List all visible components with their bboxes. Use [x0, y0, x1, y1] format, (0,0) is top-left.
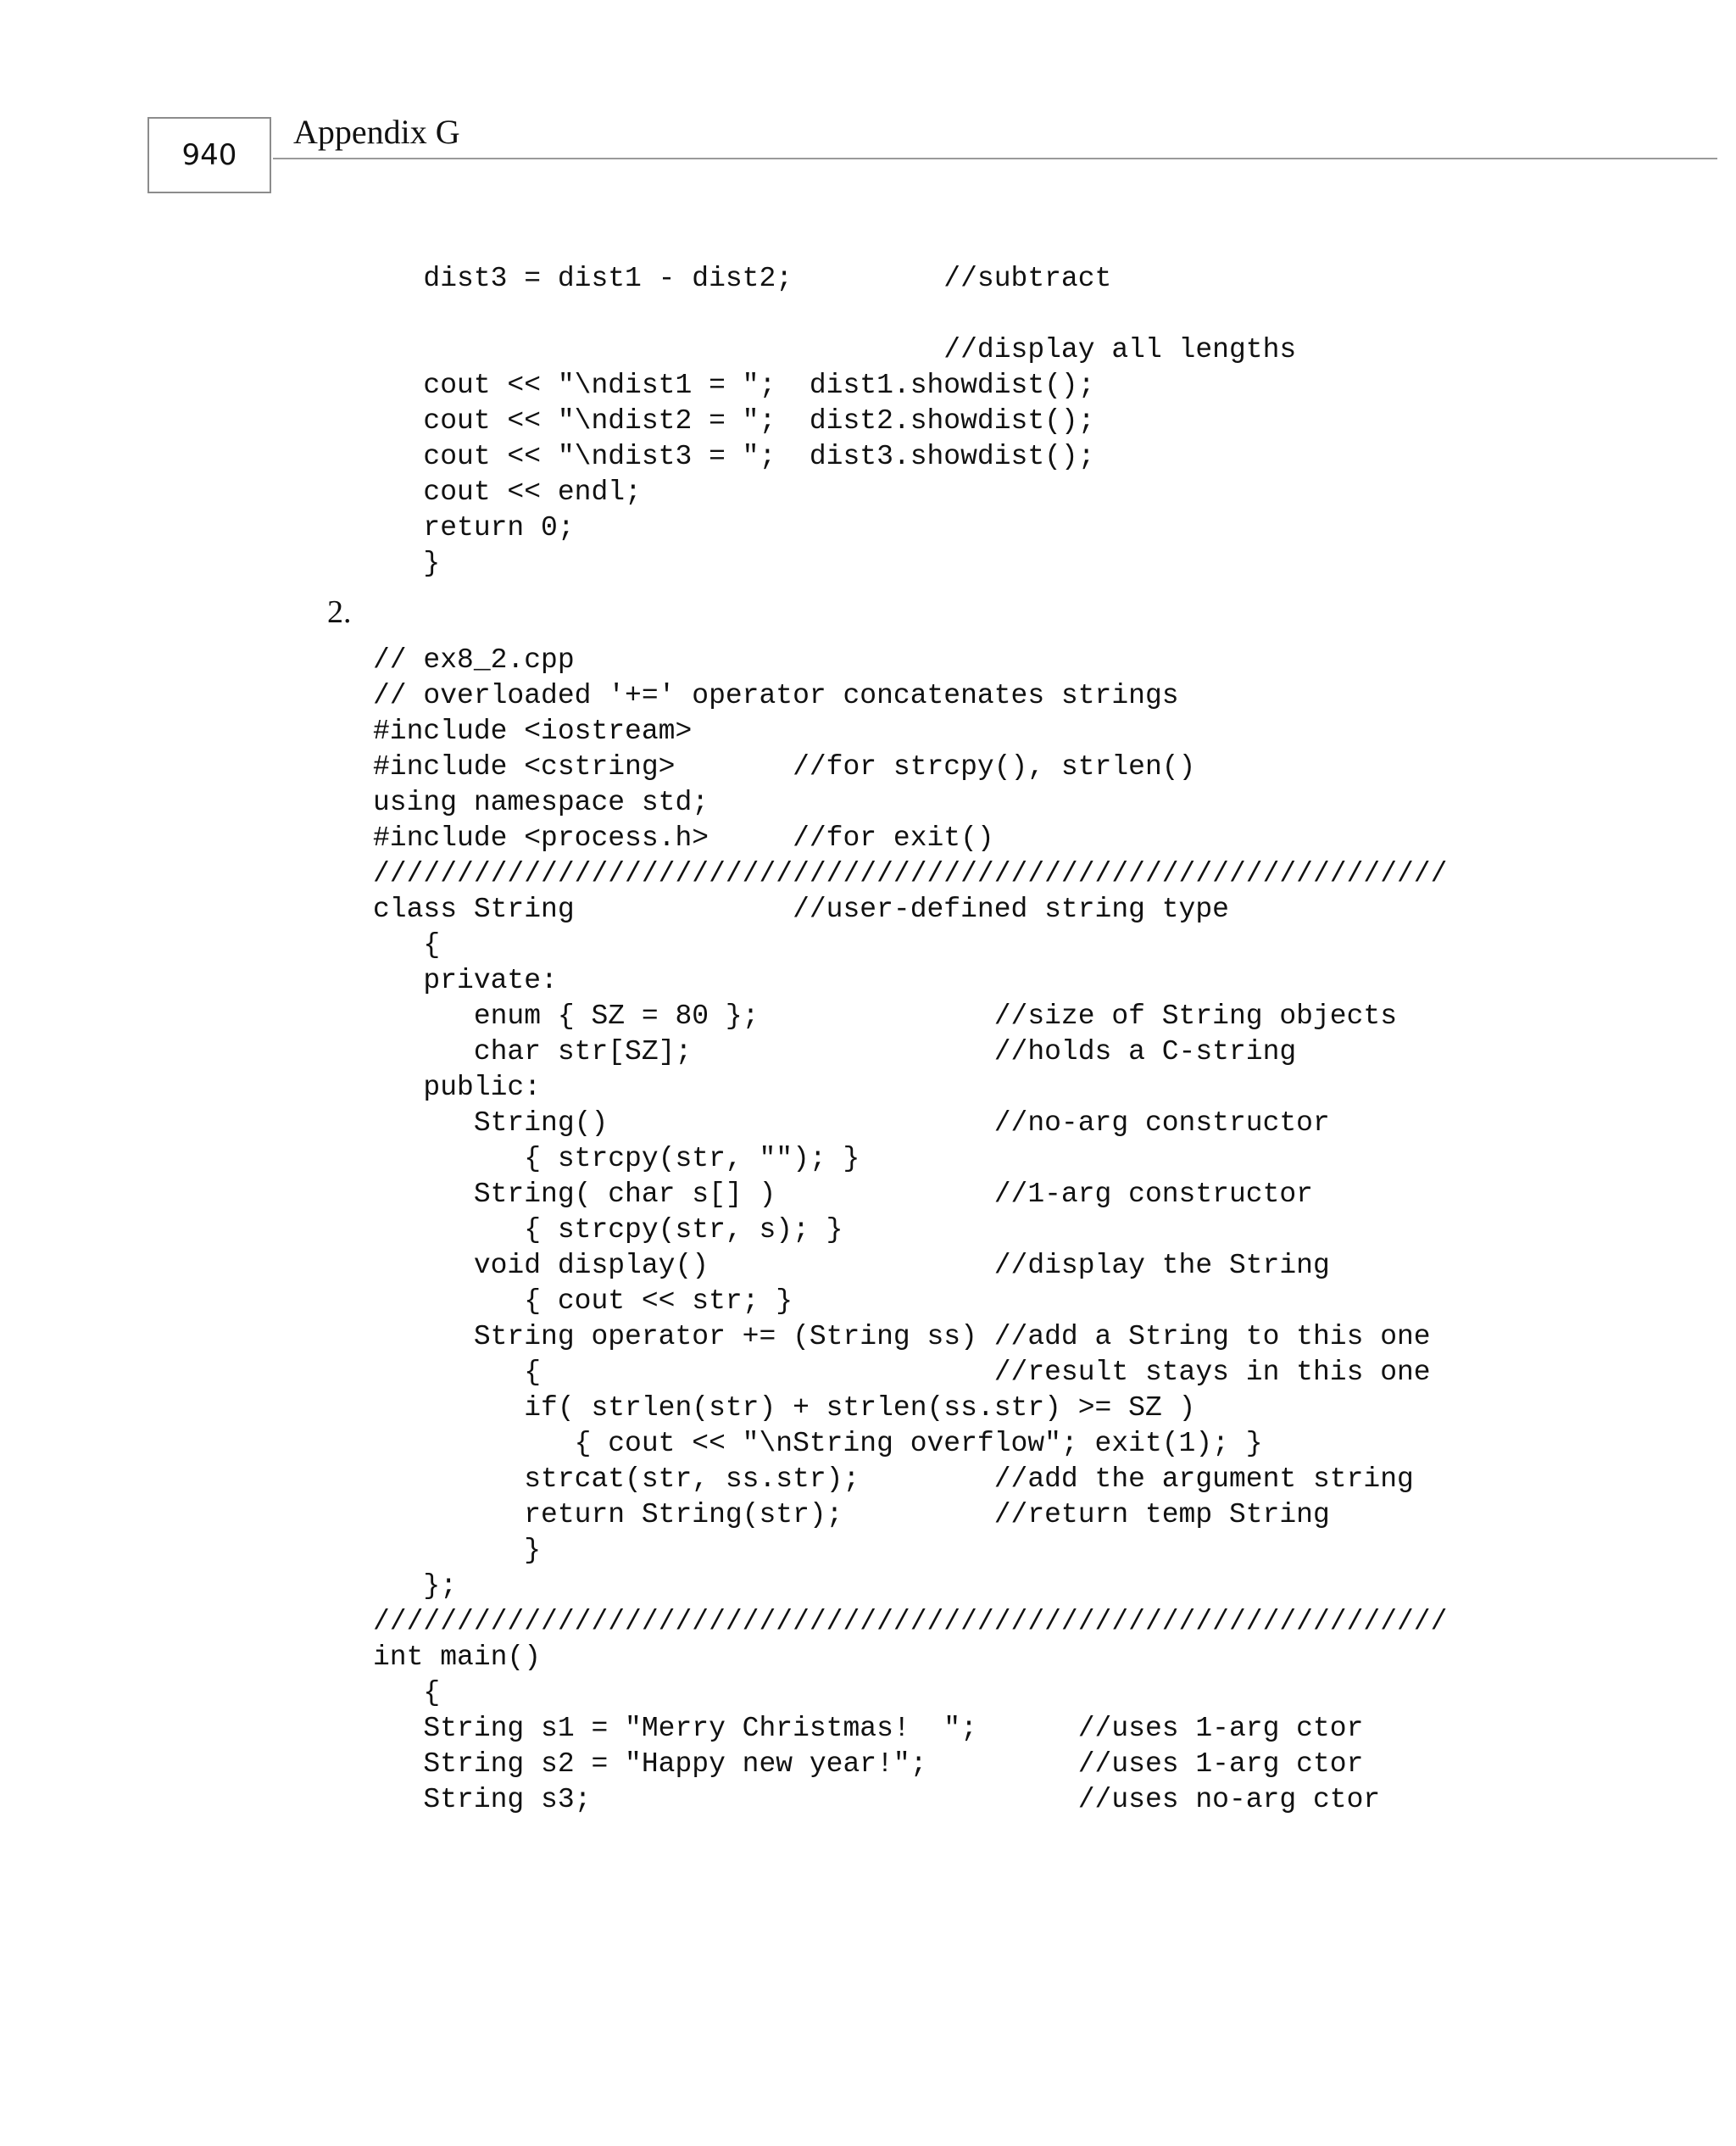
- code-line: // overloaded '+=' operator concatenates strings: [373, 680, 1179, 711]
- code-line: // ex8_2.cpp: [373, 644, 575, 676]
- code-line: }: [373, 1535, 542, 1566]
- code-line: private:: [373, 965, 558, 996]
- code-line: strcat(str, ss.str); //add the argument string: [373, 1463, 1414, 1495]
- exercise-number: 2.: [327, 594, 352, 630]
- code-line: String() //no-arg constructor: [373, 1107, 1330, 1139]
- code-listing-1: [373, 261, 1296, 582]
- code-line: { //result stays in this one: [373, 1357, 1431, 1388]
- code-line: #include <iostream>: [373, 716, 693, 747]
- code-line: [373, 297, 1296, 332]
- code-line: String( char s[] ) //1-arg constructor: [373, 1179, 1313, 1210]
- code-line: int main(): [373, 1642, 542, 1673]
- code-line: {: [373, 929, 441, 961]
- code-line: #include <process.h> //for exit(): [373, 822, 994, 854]
- code-line: void display() //display the String: [373, 1250, 1330, 1281]
- code-line: using namespace std;: [373, 787, 709, 818]
- code-line: { cout << "\nString overflow"; exit(1); }: [373, 1428, 1263, 1459]
- code-line: return 0;: [373, 512, 575, 543]
- code-line: { strcpy(str, ""); }: [373, 1143, 860, 1174]
- code-line: #include <cstring> //for strcpy(), strlen(): [373, 751, 1196, 783]
- code-line: ////////////////////////////////////////////////////////////////: [373, 858, 1448, 889]
- code-line: enum { SZ = 80 }; //size of String objects: [373, 1001, 1397, 1032]
- code-line: char str[SZ]; //holds a C-string: [373, 1036, 1297, 1067]
- code-listing-2: [373, 643, 1447, 1818]
- code-line: String operator += (String ss) //add a String to this one: [373, 1321, 1431, 1352]
- code-line: cout << "\ndist1 = "; dist1.showdist();: [373, 370, 1095, 401]
- code-line: };: [373, 1570, 458, 1602]
- code-line: }: [373, 548, 441, 579]
- chapter-title: Appendix G: [293, 113, 460, 151]
- code-line: //display all lengths: [373, 334, 1297, 365]
- code-line: {: [373, 1677, 441, 1708]
- code-line: return String(str); //return temp String: [373, 1499, 1330, 1530]
- code-line: dist3 = dist1 - dist2; //subtract: [373, 263, 1112, 294]
- code-line: { strcpy(str, s); }: [373, 1214, 843, 1246]
- code-line: cout << endl;: [373, 477, 642, 508]
- header-rule: [273, 158, 1717, 159]
- code-line: ////////////////////////////////////////////////////////////////: [373, 1606, 1448, 1637]
- code-line: { cout << str; }: [373, 1285, 793, 1317]
- code-line: cout << "\ndist3 = "; dist3.showdist();: [373, 441, 1095, 472]
- code-line: String s2 = "Happy new year!"; //uses 1-arg ctor: [373, 1748, 1364, 1780]
- page-number: 940: [147, 117, 271, 193]
- code-line: public:: [373, 1072, 542, 1103]
- code-line: String s3; //uses no-arg ctor: [373, 1784, 1381, 1815]
- code-line: class String //user-defined string type: [373, 894, 1229, 925]
- code-line: cout << "\ndist2 = "; dist2.showdist();: [373, 405, 1095, 437]
- code-line: String s1 = "Merry Christmas! "; //uses 1-arg ctor: [373, 1713, 1364, 1744]
- code-line: if( strlen(str) + strlen(ss.str) >= SZ ): [373, 1392, 1196, 1424]
